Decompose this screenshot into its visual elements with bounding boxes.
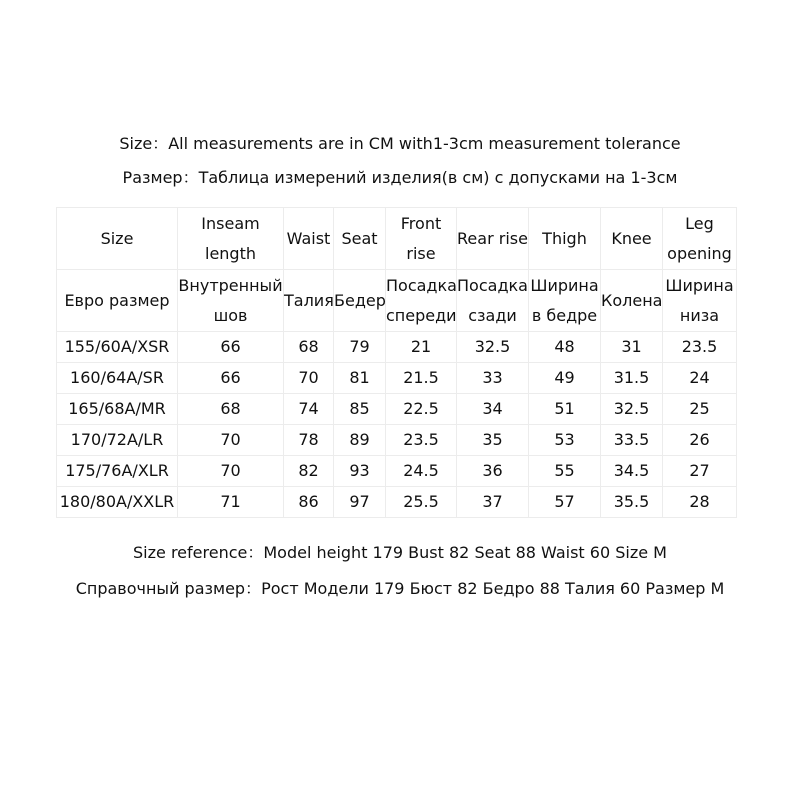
size-reference-en: Size reference：Model height 179 Bust 82 Seat 88 Waist 60 Size M: [133, 543, 667, 562]
size-note-ru: Размер：Таблица измерений изделия(в см) с допусками на 1-3см: [122, 168, 678, 187]
header-cell: Seat: [334, 208, 386, 270]
table-cell: 24.5: [386, 456, 457, 487]
header-cell: [386, 208, 457, 270]
table-row: [57, 487, 737, 518]
table-cell: 36: [457, 456, 529, 487]
table-cell: 97: [334, 487, 386, 518]
header-cell-line: opening: [667, 243, 732, 263]
table-cell: 81: [334, 363, 386, 394]
header-cell-line: низа: [679, 305, 720, 325]
header-cell: [663, 270, 737, 332]
header-cell-line: сзади: [468, 305, 517, 325]
header-cell-line: length: [205, 243, 256, 263]
header-cell-line: Посадка: [386, 275, 457, 295]
header-cell: [529, 270, 601, 332]
table-cell: 33: [457, 363, 529, 394]
table-cell: 160/64A/SR: [57, 363, 178, 394]
table-cell: 180/80A/XXLR: [57, 487, 178, 518]
table-cell: 22.5: [386, 394, 457, 425]
table-cell: 35.5: [601, 487, 663, 518]
header-cell: Size: [57, 208, 178, 270]
table-cell: 165/68A/MR: [57, 394, 178, 425]
table-cell: 51: [529, 394, 601, 425]
table-cell: 78: [284, 425, 334, 456]
table-cell: 24: [663, 363, 737, 394]
table-cell: 70: [178, 456, 284, 487]
header-row-ru: [57, 270, 737, 332]
table-cell: 82: [284, 456, 334, 487]
table-cell: 57: [529, 487, 601, 518]
table-cell: 53: [529, 425, 601, 456]
table-cell: 26: [663, 425, 737, 456]
header-cell-line: Внутренный: [178, 275, 283, 295]
table-cell: 86: [284, 487, 334, 518]
table-cell: 70: [178, 425, 284, 456]
header-cell-line: Inseam: [201, 213, 260, 233]
header-cell-line: rise: [406, 243, 436, 263]
header-row-en: [57, 208, 737, 270]
size-reference-ru: Справочный размер：Рост Модели 179 Бюст 82 Бедро 88 Талия 60 Размер M: [75, 579, 725, 598]
header-cell: Евро размер: [57, 270, 178, 332]
table-cell: 25: [663, 394, 737, 425]
table-cell: 21.5: [386, 363, 457, 394]
table-cell: 70: [284, 363, 334, 394]
header-cell-line: Посадка: [457, 275, 528, 295]
header-cell: Waist: [284, 208, 334, 270]
table-cell: 35: [457, 425, 529, 456]
table-cell: 23.5: [386, 425, 457, 456]
table-row: [57, 425, 737, 456]
table-cell: 170/72A/LR: [57, 425, 178, 456]
table-row: [57, 394, 737, 425]
header-cell: Бедер: [334, 270, 386, 332]
table-cell: 34.5: [601, 456, 663, 487]
header-cell-line: в бедре: [531, 305, 598, 325]
table-cell: 37: [457, 487, 529, 518]
table-cell: 93: [334, 456, 386, 487]
header-cell: Колена: [601, 270, 663, 332]
header-cell-line: Ширина: [530, 275, 599, 295]
header-cell: [386, 270, 457, 332]
header-cell: [457, 270, 529, 332]
table-cell: 79: [334, 332, 386, 363]
table-cell: 31: [601, 332, 663, 363]
table-cell: 28: [663, 487, 737, 518]
table-cell: 34: [457, 394, 529, 425]
table-cell: 32.5: [601, 394, 663, 425]
size-chart-table: [56, 207, 737, 518]
table-cell: 85: [334, 394, 386, 425]
size-note-en: Size：All measurements are in CM with1-3cm measurement tolerance: [119, 134, 681, 153]
header-cell-line: Ширина: [665, 275, 734, 295]
table-row: [57, 332, 737, 363]
table-cell: 68: [284, 332, 334, 363]
table-cell: 32.5: [457, 332, 529, 363]
table-cell: 25.5: [386, 487, 457, 518]
header-cell: Талия: [284, 270, 334, 332]
table-cell: 155/60A/XSR: [57, 332, 178, 363]
header-cell: Rear rise: [457, 208, 529, 270]
header-cell: Thigh: [529, 208, 601, 270]
header-cell-line: Leg: [685, 213, 714, 233]
table-cell: 66: [178, 363, 284, 394]
table-cell: 68: [178, 394, 284, 425]
table-cell: 89: [334, 425, 386, 456]
header-cell-line: спереди: [386, 305, 457, 325]
table-row: [57, 456, 737, 487]
table-cell: 21: [386, 332, 457, 363]
table-cell: 33.5: [601, 425, 663, 456]
table-cell: 175/76A/XLR: [57, 456, 178, 487]
table-cell: 74: [284, 394, 334, 425]
table-cell: 71: [178, 487, 284, 518]
header-cell: [663, 208, 737, 270]
header-cell-line: Front: [400, 213, 442, 233]
table-cell: 31.5: [601, 363, 663, 394]
table-cell: 55: [529, 456, 601, 487]
table-cell: 49: [529, 363, 601, 394]
header-cell-line: шов: [213, 305, 248, 325]
table-row: [57, 363, 737, 394]
header-cell: [178, 208, 284, 270]
table-cell: 27: [663, 456, 737, 487]
header-cell: [178, 270, 284, 332]
header-cell: Knee: [601, 208, 663, 270]
table-cell: 66: [178, 332, 284, 363]
table-cell: 23.5: [663, 332, 737, 363]
table-cell: 48: [529, 332, 601, 363]
